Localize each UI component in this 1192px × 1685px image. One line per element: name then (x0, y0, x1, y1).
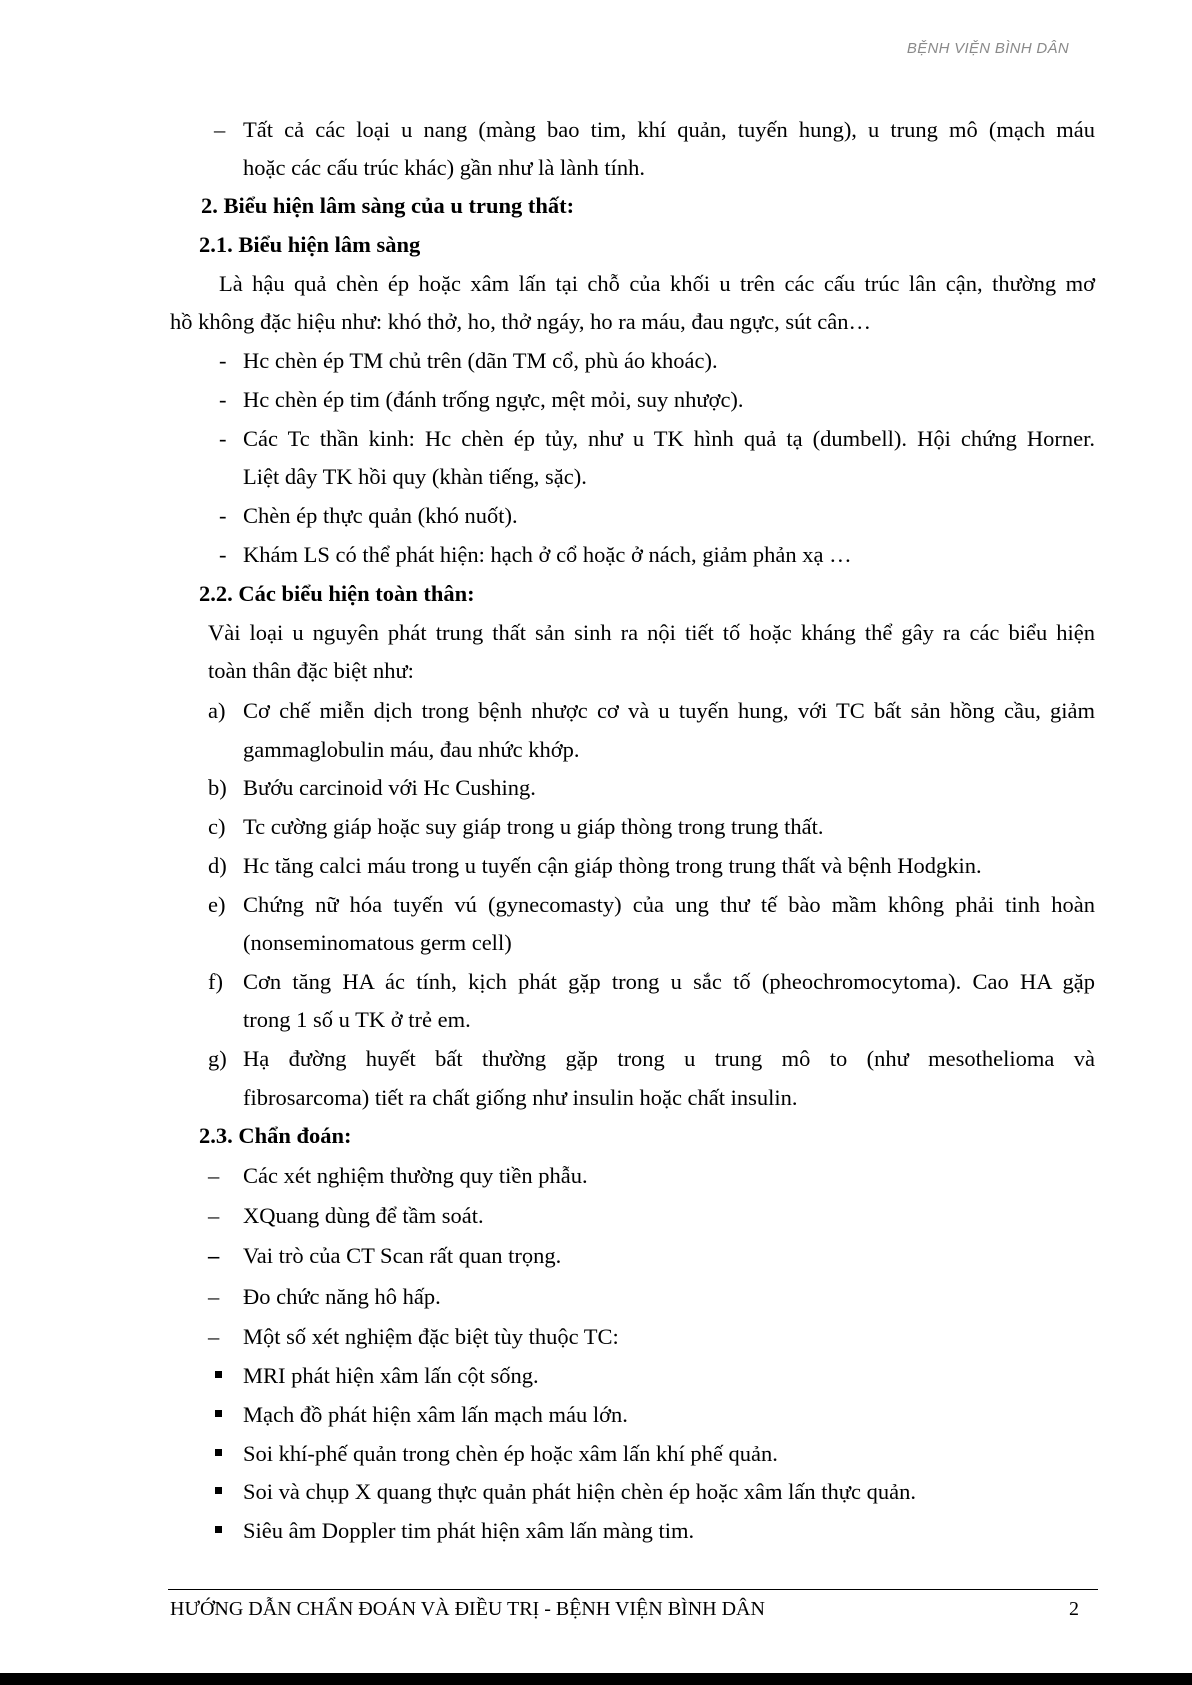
list-item: Vai trò của CT Scan rất quan trọng. (243, 1243, 562, 1268)
running-header: BỆNH VIỆN BÌNH DÂN (906, 40, 1069, 57)
hyphen-marker: - (219, 503, 227, 528)
square-bullet-icon (215, 1487, 222, 1494)
sub-list-item: MRI phát hiện xâm lấn cột sống. (243, 1363, 539, 1388)
square-bullet-icon (215, 1410, 222, 1417)
list-item: Các Tc thần kinh: Hc chèn ép tủy, như u TK hình quả tạ (dumbell). Hội chứng Horner. (243, 426, 1095, 451)
square-bullet-icon (215, 1449, 222, 1456)
section-2-1-para-line-2: hồ không đặc hiệu như: khó thở, ho, thở ngáy, ho ra máu, đau ngực, sút cân… (170, 309, 871, 334)
square-bullet-icon (215, 1526, 222, 1533)
dash-marker: – (208, 1284, 220, 1309)
list-item: Hạ đường huyết bất thường gặp trong u trung mô to (như mesothelioma và (243, 1046, 1095, 1071)
list-letter: a) (208, 698, 226, 723)
list-item: Bướu carcinoid với Hc Cushing. (243, 775, 536, 800)
list-item-continuation: gammaglobulin máu, đau nhức khớp. (243, 737, 580, 762)
section-2-2-heading: 2.2. Các biểu hiện toàn thân: (199, 581, 475, 606)
list-item: Cơn tăng HA ác tính, kịch phát gặp trong u sắc tố (pheochromocytoma). Cao HA gặp (243, 969, 1095, 994)
dash-marker: – (208, 1324, 220, 1349)
list-letter: c) (208, 814, 226, 839)
list-letter: d) (208, 853, 227, 878)
list-item: Đo chức năng hô hấp. (243, 1284, 441, 1309)
list-item: Chứng nữ hóa tuyến vú (gynecomasty) của ung thư tế bào mầm không phải tinh hoàn (243, 892, 1095, 917)
footer-divider (168, 1589, 1098, 1590)
list-item: XQuang dùng để tầm soát. (243, 1203, 484, 1228)
sub-list-item: Soi và chụp X quang thực quản phát hiện chèn ép hoặc xâm lấn thực quản. (243, 1479, 916, 1504)
intro-line-2: hoặc các cấu trúc khác) gần như là lành tính. (243, 155, 646, 180)
sub-list-item: Soi khí-phế quản trong chèn ép hoặc xâm lấn khí phế quản. (243, 1441, 778, 1466)
page-number: 2 (1069, 1598, 1079, 1620)
section-2-2-para-line-2: toàn thân đặc biệt như: (208, 658, 414, 683)
list-item: Tc cường giáp hoặc suy giáp trong u giáp thòng trong trung thất. (243, 814, 824, 839)
list-item-continuation: trong 1 số u TK ở trẻ em. (243, 1007, 471, 1032)
scan-bottom-band (0, 1673, 1192, 1685)
list-letter: f) (208, 969, 223, 994)
list-item-continuation: Liệt dây TK hồi quy (khàn tiếng, sặc). (243, 464, 587, 489)
list-item-continuation: (nonseminomatous germ cell) (243, 930, 512, 955)
list-letter: e) (208, 892, 226, 917)
dash-marker: – (208, 1203, 220, 1228)
list-item: Chèn ép thực quản (khó nuốt). (243, 503, 518, 528)
list-item-continuation: fibrosarcoma) tiết ra chất giống như insulin hoặc chất insulin. (243, 1085, 798, 1110)
list-item: Một số xét nghiệm đặc biệt tùy thuộc TC: (243, 1324, 619, 1349)
hyphen-marker: - (219, 348, 227, 373)
hyphen-marker: - (219, 387, 227, 412)
list-item: Các xét nghiệm thường quy tiền phẫu. (243, 1163, 588, 1188)
list-item: Hc chèn ép tim (đánh trống ngực, mệt mỏi, suy nhược). (243, 387, 744, 412)
section-2-1-heading: 2.1. Biểu hiện lâm sàng (199, 232, 421, 257)
section-2-heading: 2. Biểu hiện lâm sàng của u trung thất: (201, 193, 575, 218)
footer-title: HƯỚNG DẪN CHẨN ĐOÁN VÀ ĐIỀU TRỊ - BỆNH VIỆN BÌNH DÂN (170, 1598, 765, 1620)
section-2-2-para-line-1: Vài loại u nguyên phát trung thất sản sinh ra nội tiết tố hoặc kháng thể gây ra các biểu hiện (208, 620, 1095, 645)
hyphen-marker: - (219, 542, 227, 567)
section-2-1-para-line-1: Là hậu quả chèn ép hoặc xâm lấn tại chỗ của khối u trên các cấu trúc lân cận, thường mơ (219, 271, 1095, 296)
hyphen-marker: - (219, 426, 227, 451)
list-letter: b) (208, 775, 227, 800)
square-bullet-icon (215, 1371, 222, 1378)
list-item: Hc tăng calci máu trong u tuyến cận giáp thòng trong trung thất và bệnh Hodgkin. (243, 853, 982, 878)
list-item: Hc chèn ép TM chủ trên (dãn TM cổ, phù áo khoác). (243, 348, 718, 373)
sub-list-item: Mạch đồ phát hiện xâm lấn mạch máu lớn. (243, 1402, 628, 1427)
list-item: Khám LS có thể phát hiện: hạch ở cổ hoặc ở nách, giảm phản xạ … (243, 542, 852, 567)
list-letter: g) (208, 1046, 227, 1071)
dash-marker: – (208, 1163, 220, 1188)
sub-list-item: Siêu âm Doppler tim phát hiện xâm lấn màng tim. (243, 1518, 695, 1543)
section-2-3-heading: 2.3. Chẩn đoán: (199, 1123, 352, 1148)
list-item: Cơ chế miễn dịch trong bệnh nhược cơ và u tuyến hung, với TC bất sản hồng cầu, giảm (243, 698, 1095, 723)
dash-marker: – (208, 1243, 220, 1268)
intro-line-1: Tất cả các loại u nang (màng bao tim, khí quản, tuyến hung), u trung mô (mạch máu (243, 117, 1095, 142)
dash-marker: – (214, 117, 226, 142)
